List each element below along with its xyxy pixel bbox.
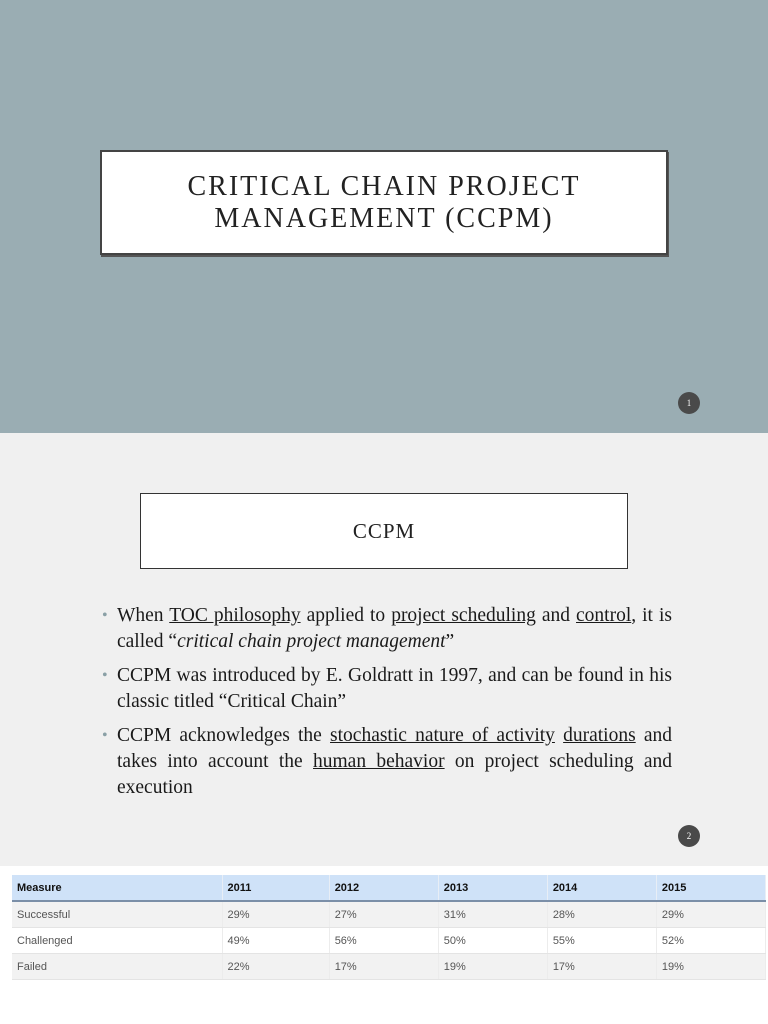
term-project-scheduling: project scheduling: [391, 605, 536, 626]
bullet-item: [102, 663, 672, 715]
table-cell: 17%: [547, 954, 656, 980]
bullet-text: CCPM was introduced by E. Goldratt in 1997, and can be found in his classic titled “Critical Chain”: [117, 665, 672, 712]
bullet-text-part: , it is called “: [117, 605, 672, 652]
bullet-text-part: ”: [445, 631, 455, 652]
bullet-text-part: and takes into account the: [117, 725, 673, 772]
page-number-badge: 1: [678, 392, 700, 414]
title-slide: [0, 0, 768, 433]
table-cell: 50%: [438, 928, 547, 954]
bullet-text-part: CCPM acknowledges the: [117, 725, 331, 746]
term-ccpm-italic: critical chain project management: [177, 631, 446, 652]
table-cell: 55%: [547, 928, 656, 954]
term-stochastic-nature: stochastic nature of activity: [330, 725, 555, 746]
term-control: control: [576, 605, 632, 626]
term-toc-philosophy: TOC philosophy: [169, 605, 301, 626]
slide-heading: CCPM: [352, 518, 416, 543]
column-header: 2013: [438, 875, 547, 901]
slide-title-line-1: CRITICAL CHAIN PROJECT: [187, 170, 581, 202]
term-human-behavior: human behavior: [313, 751, 445, 772]
table-cell: 29%: [656, 901, 765, 928]
content-slide: [0, 433, 768, 866]
bullet-text-part: and: [535, 605, 577, 626]
table-cell: 29%: [222, 901, 329, 928]
bullet-item: [102, 723, 672, 801]
table-row: [12, 928, 766, 954]
table-cell: 28%: [547, 901, 656, 928]
table-header-row: [12, 875, 766, 901]
table-cell: 19%: [656, 954, 765, 980]
bullet-dot-icon: •: [102, 607, 108, 624]
bullet-item: [102, 603, 672, 655]
bullet-text-part: When: [117, 605, 170, 626]
page-number-badge: 2: [678, 825, 700, 847]
title-box: [100, 150, 668, 255]
results-table: [12, 875, 766, 980]
column-header: 2014: [547, 875, 656, 901]
column-header: 2011: [222, 875, 329, 901]
table-cell: 22%: [222, 954, 329, 980]
column-header: 2015: [656, 875, 765, 901]
table-cell: 27%: [329, 901, 438, 928]
bullet-text-part: on project scheduling and execution: [117, 751, 673, 798]
table-cell: 17%: [329, 954, 438, 980]
term-durations: durations: [563, 725, 636, 746]
table-row: [12, 901, 766, 928]
table-cell: 49%: [222, 928, 329, 954]
table-section: [0, 866, 768, 1024]
table-cell: Challenged: [12, 928, 222, 954]
table-cell: 56%: [329, 928, 438, 954]
bullet-dot-icon: •: [102, 727, 108, 744]
heading-box: [140, 493, 628, 569]
table-cell: 19%: [438, 954, 547, 980]
table-cell: Successful: [12, 901, 222, 928]
table-row: [12, 954, 766, 980]
table-cell: 52%: [656, 928, 765, 954]
bullet-dot-icon: •: [102, 667, 108, 684]
slide-title-line-2: MANAGEMENT (CCPM): [214, 202, 554, 234]
table-cell: 31%: [438, 901, 547, 928]
table-cell: Failed: [12, 954, 222, 980]
bullet-list: [102, 603, 672, 809]
bullet-text-part: applied to: [300, 605, 392, 626]
column-header: 2012: [329, 875, 438, 901]
bullet-text-part: [555, 725, 563, 746]
column-header: Measure: [12, 875, 222, 901]
